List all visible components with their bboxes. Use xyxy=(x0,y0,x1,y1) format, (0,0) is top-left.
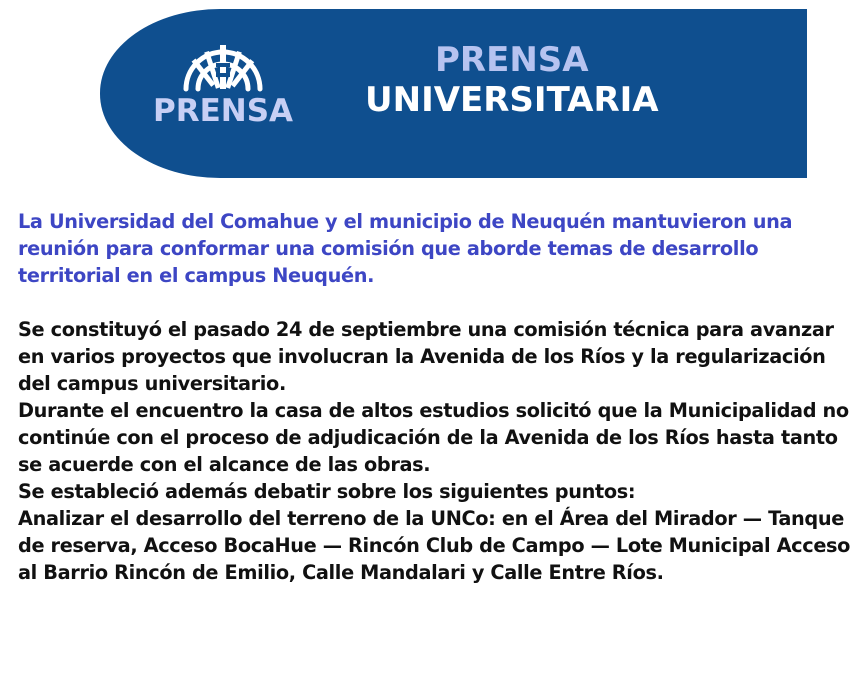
title-line-2: UNIVERSITARIA xyxy=(365,80,659,120)
page-title xyxy=(365,40,659,120)
title-line-1: PRENSA xyxy=(435,40,589,80)
article-body xyxy=(18,208,854,586)
logo-wordmark: PRENSA xyxy=(152,93,294,129)
paragraph-spacer xyxy=(18,289,854,316)
article-paragraph-2: Durante el encuentro la casa de altos estudios solicitó que la Municipalidad no continúe con el proceso de adjudicación de la Avenida de los Ríos hasta tanto se acuerde con el alcance de las obras. xyxy=(18,399,849,476)
prensa-logo xyxy=(148,43,298,133)
article-paragraph-3: Se estableció además debatir sobre los siguientes puntos: xyxy=(18,480,636,503)
header-banner xyxy=(100,9,807,178)
article-lead: La Universidad del Comahue y el municipio de Neuquén mantuvieron una reunión para conformar una comisión que aborde temas de desarrollo territorial en el campus Neuquén. xyxy=(18,210,793,287)
article-paragraph-1: Se constituyó el pasado 24 de septiembre una comisión técnica para avanzar en varios proyectos que involucran la Avenida de los Ríos y la regularización del campus universitario. xyxy=(18,318,834,395)
university-emblem-icon xyxy=(176,43,270,93)
article-paragraph-4: Analizar el desarrollo del terreno de la UNCo: en el Área del Mirador — Tanque de reserva, Acceso BocaHue — Rincón Club de Campo — Lote Municipal Acceso al Barrio Rincón de Emilio, Calle Mandalari y Calle Entre Ríos. xyxy=(18,507,851,584)
